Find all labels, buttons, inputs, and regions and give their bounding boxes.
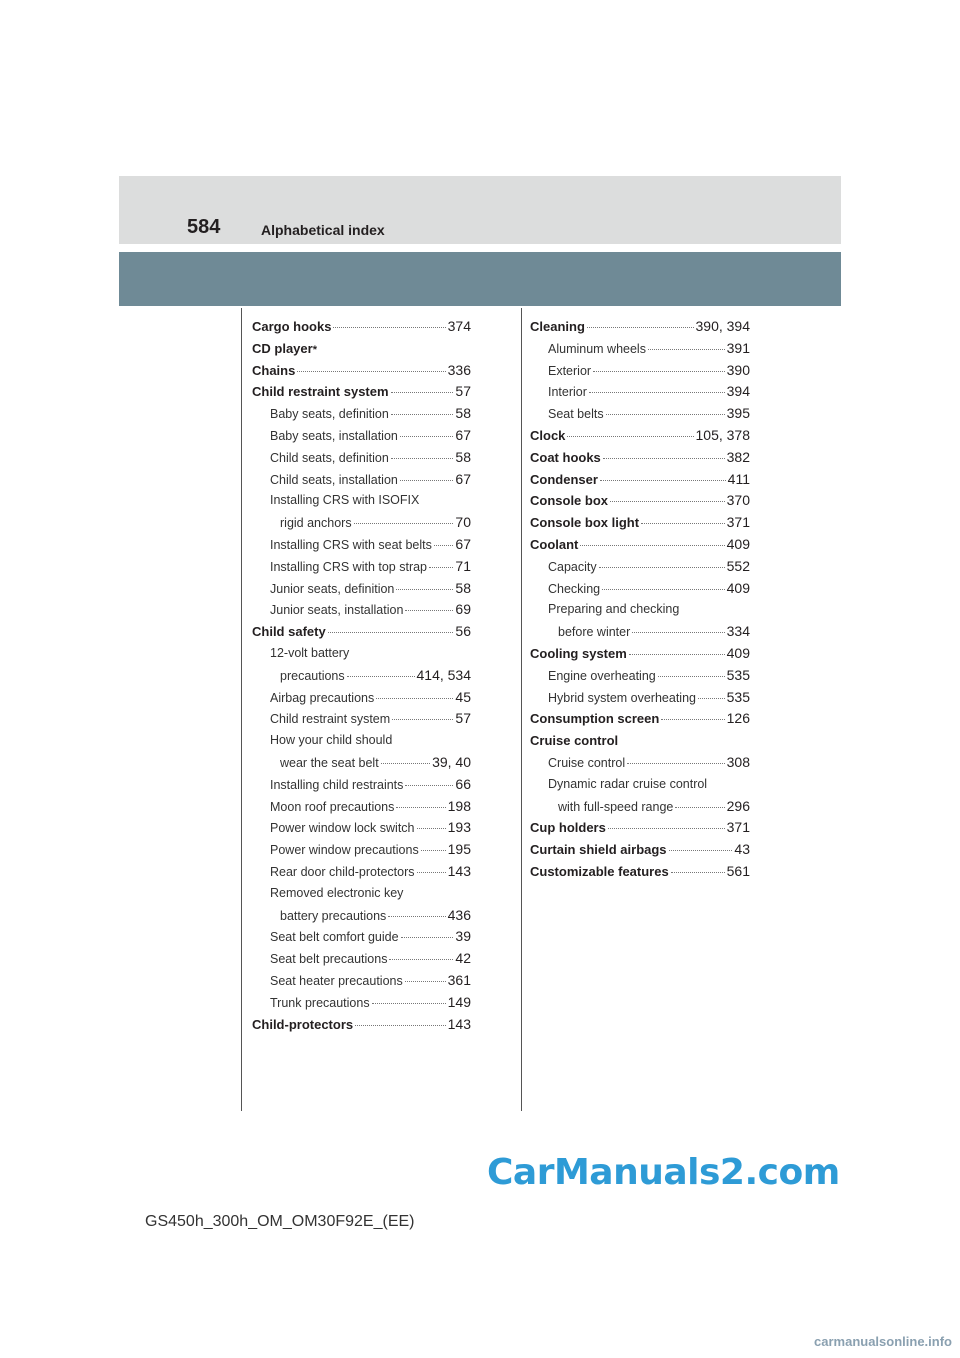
entry-label: Console box light — [530, 515, 640, 531]
entry-label: Rear door child-protectors — [270, 864, 415, 879]
index-entry — [252, 447, 471, 469]
entry-label: 12-volt battery — [270, 645, 350, 660]
entry-label: Curtain shield airbags — [530, 842, 667, 858]
entry-page-ref: 561 — [726, 862, 750, 879]
entry-page-ref: 56 — [455, 623, 471, 640]
leader-dots — [417, 828, 446, 829]
entry-page-ref: 414, 534 — [416, 666, 471, 683]
leader-dots — [600, 480, 726, 481]
entry-page-ref: 67 — [455, 535, 471, 552]
index-entry — [252, 425, 471, 447]
entry-label: before winter — [558, 625, 631, 640]
entry-page-ref: 409 — [726, 535, 750, 552]
entry-label: Customizable features — [530, 863, 669, 879]
leader-dots — [376, 698, 453, 699]
index-entry — [530, 403, 750, 425]
leader-dots — [603, 458, 725, 459]
leader-dots — [388, 916, 445, 917]
entry-page-ref: 371 — [726, 819, 750, 836]
entry-label: Coolant — [530, 536, 579, 552]
entry-page-ref: 42 — [455, 950, 471, 967]
index-entry — [252, 578, 471, 600]
index-entry — [530, 360, 750, 382]
entry-page-ref: 39, 40 — [432, 753, 471, 770]
leader-dots — [417, 872, 446, 873]
entry-label: Removed electronic key — [270, 885, 404, 900]
site-credit: carmanualsonline.info — [814, 1334, 952, 1349]
leader-dots — [401, 937, 454, 938]
entry-label: Child-protectors — [252, 1016, 354, 1032]
entry-page-ref: 105, 378 — [695, 426, 750, 443]
index-entry — [252, 796, 471, 818]
index-entry: CD player * — [252, 338, 471, 360]
index-entry — [252, 687, 471, 709]
entry-label: Consumption screen — [530, 711, 660, 727]
leader-dots — [396, 807, 445, 808]
index-entry — [252, 992, 471, 1014]
entry-label: Seat heater precautions — [270, 973, 403, 988]
index-entry — [252, 839, 471, 861]
leader-dots — [580, 545, 724, 546]
leader-dots — [405, 610, 453, 611]
entry-label: CD player — [252, 340, 313, 356]
entry-label: Moon roof precautions — [270, 799, 395, 814]
index-entry — [530, 469, 750, 491]
index-entry — [530, 425, 750, 447]
entry-page-ref: 535 — [726, 666, 750, 683]
index-entry — [252, 774, 471, 796]
entry-label: Cruise control — [548, 755, 626, 770]
entry-page-ref: 198 — [447, 797, 471, 814]
index-entry — [530, 599, 750, 621]
entry-page-ref: 374 — [447, 318, 471, 334]
leader-dots — [328, 632, 454, 633]
entry-label: with full-speed range — [558, 799, 674, 814]
entry-label: Baby seats, definition — [270, 407, 389, 422]
section-title: Alphabetical index — [261, 222, 385, 238]
entry-page-ref: 193 — [447, 819, 471, 836]
entry-page-ref: 58 — [455, 579, 471, 596]
leader-dots — [599, 567, 725, 568]
entry-label: Child restraint system — [270, 712, 391, 727]
index-entry — [530, 730, 750, 752]
entry-label: Capacity — [548, 559, 597, 574]
entry-label: Child seats, definition — [270, 450, 389, 465]
entry-page-ref: 149 — [447, 993, 471, 1010]
index-entry — [252, 861, 471, 883]
entry-page-ref: 58 — [455, 405, 471, 422]
entry-page-ref: 411 — [727, 470, 750, 487]
entry-page-ref: 39 — [455, 928, 471, 945]
leader-dots — [629, 654, 725, 655]
index-entry — [530, 817, 750, 839]
entry-page-ref: 552 — [726, 557, 750, 574]
index-entry — [252, 556, 471, 578]
document-code: GS450h_300h_OM_OM30F92E_(EE) — [145, 1213, 415, 1230]
index-entry — [530, 796, 750, 818]
entry-page-ref: 43 — [734, 841, 750, 858]
index-entry — [252, 490, 471, 512]
leader-dots — [405, 981, 446, 982]
entry-label: Trunk precautions — [270, 995, 370, 1010]
leader-dots — [381, 763, 430, 764]
index-entry — [530, 447, 750, 469]
entry-label: Cruise control — [530, 733, 619, 749]
entry-page-ref: 308 — [726, 753, 750, 770]
leader-dots — [602, 589, 725, 590]
left-margin-rule — [241, 308, 242, 1111]
leader-dots — [593, 371, 725, 372]
entry-page-ref: 409 — [726, 644, 750, 661]
leader-dots — [671, 872, 725, 873]
entry-page-ref: 71 — [455, 557, 471, 574]
entry-page-ref: 535 — [726, 688, 750, 705]
entry-label: Child safety — [252, 624, 326, 640]
entry-page-ref: 391 — [726, 339, 750, 356]
entry-page-ref: 371 — [726, 514, 750, 531]
leader-dots — [392, 719, 453, 720]
leader-dots — [610, 501, 725, 502]
entry-page-ref: 334 — [726, 623, 750, 640]
index-entry — [252, 403, 471, 425]
entry-page-ref: 296 — [726, 797, 750, 814]
entry-page-ref: 70 — [455, 514, 471, 531]
entry-label: Power window lock switch — [270, 821, 415, 836]
entry-label: Coat hooks — [530, 449, 601, 465]
entry-label: Condenser — [530, 471, 598, 487]
leader-dots — [354, 523, 454, 524]
leader-dots — [434, 545, 454, 546]
index-entry — [252, 905, 471, 927]
entry-label: Child seats, installation — [270, 472, 398, 487]
entry-label: Engine overheating — [548, 668, 656, 683]
entry-label: Power window precautions — [270, 843, 419, 858]
entry-label: rigid anchors — [280, 516, 352, 531]
column-divider-rule — [521, 308, 522, 1111]
entry-label: battery precautions — [280, 908, 387, 923]
index-entry — [252, 381, 471, 403]
entry-page-ref: 58 — [455, 448, 471, 465]
leader-dots — [400, 480, 454, 481]
index-column-left — [252, 316, 471, 1035]
index-entry — [252, 970, 471, 992]
entry-page-ref: 143 — [447, 1015, 471, 1032]
index-entry — [530, 621, 750, 643]
entry-label: Installing CRS with seat belts — [270, 537, 432, 552]
leader-dots — [648, 349, 725, 350]
index-entry — [252, 643, 471, 665]
section-tab-bar — [119, 252, 841, 306]
entry-label: Airbag precautions — [270, 690, 375, 705]
entry-label: precautions — [280, 668, 345, 683]
entry-page-ref: 336 — [447, 361, 471, 378]
entry-label: Seat belt comfort guide — [270, 930, 399, 945]
index-entry — [252, 599, 471, 621]
entry-label: Cargo hooks — [252, 319, 332, 334]
page-number: 584 — [187, 216, 221, 238]
entry-page-ref: 436 — [447, 906, 471, 923]
entry-label: Exterior — [548, 363, 592, 378]
entry-label: Seat belt precautions — [270, 952, 388, 967]
entry-label: Installing CRS with top strap — [270, 559, 428, 574]
entry-label: Cleaning — [530, 319, 585, 334]
index-entry — [530, 556, 750, 578]
index-entry — [252, 883, 471, 905]
leader-dots — [391, 414, 454, 415]
leader-dots — [567, 436, 693, 437]
leader-dots — [389, 959, 453, 960]
index-column-right — [530, 316, 750, 883]
entry-page-ref: 395 — [726, 405, 750, 422]
entry-page-ref: 409 — [726, 579, 750, 596]
index-entry — [530, 708, 750, 730]
entry-label: Installing CRS with ISOFIX — [270, 493, 420, 508]
leader-dots — [587, 327, 694, 328]
entry-page-ref: 57 — [455, 710, 471, 727]
entry-label: Dynamic radar cruise control — [548, 776, 708, 791]
entry-page-ref: 361 — [447, 971, 471, 988]
index-entry — [252, 730, 471, 752]
index-entry — [252, 512, 471, 534]
entry-page-ref: 67 — [455, 426, 471, 443]
index-entry — [252, 708, 471, 730]
entry-label: Child restraint system — [252, 384, 389, 400]
index-entry — [252, 665, 471, 687]
leader-dots — [391, 458, 454, 459]
entry-page-ref: 390, 394 — [695, 318, 750, 334]
leader-dots — [606, 414, 725, 415]
leader-dots — [396, 589, 453, 590]
index-entry — [530, 578, 750, 600]
entry-label: Hybrid system overheating — [548, 690, 696, 705]
entry-page-ref: 382 — [726, 448, 750, 465]
entry-label: Aluminum wheels — [548, 341, 646, 356]
entry-page-ref: 370 — [726, 492, 750, 509]
entry-page-ref: 69 — [455, 601, 471, 618]
leader-dots — [675, 807, 724, 808]
index-entry — [252, 948, 471, 970]
index-entry — [530, 512, 750, 534]
entry-label: Baby seats, installation — [270, 428, 398, 443]
entry-page-ref: 66 — [455, 775, 471, 792]
index-entry — [530, 752, 750, 774]
entry-label: Clock — [530, 427, 566, 443]
entry-page-ref: 45 — [455, 688, 471, 705]
entry-label: Checking — [548, 581, 601, 596]
entry-label: Junior seats, definition — [270, 581, 395, 596]
leader-dots — [347, 676, 415, 677]
watermark-logo: CarManuals2.com — [487, 1152, 840, 1193]
index-entry — [530, 316, 750, 338]
leader-dots — [429, 567, 453, 568]
index-entry — [530, 534, 750, 556]
index-entry — [530, 839, 750, 861]
leader-dots — [698, 698, 725, 699]
entry-page-ref: 67 — [455, 470, 471, 487]
leader-dots — [632, 632, 724, 633]
entry-label: Installing child restraints — [270, 777, 404, 792]
index-entry — [252, 926, 471, 948]
index-entry — [252, 534, 471, 556]
leader-dots — [405, 785, 453, 786]
entry-label: Seat belts — [548, 407, 604, 422]
entry-page-ref: 390 — [726, 361, 750, 378]
entry-label: How your child should — [270, 733, 393, 748]
leader-dots — [297, 371, 445, 372]
entry-page-ref: 195 — [447, 841, 471, 858]
index-entry — [530, 338, 750, 360]
index-entry — [530, 643, 750, 665]
entry-label: Chains — [252, 362, 296, 378]
leader-dots — [391, 392, 454, 393]
entry-label: Cooling system — [530, 645, 627, 661]
leader-dots — [661, 719, 724, 720]
entry-page-ref: 126 — [726, 710, 750, 727]
entry-page-ref: 57 — [455, 383, 471, 400]
leader-dots — [372, 1003, 446, 1004]
entry-label: Cup holders — [530, 820, 606, 836]
index-entry — [530, 774, 750, 796]
index-entry — [252, 621, 471, 643]
leader-dots — [658, 676, 725, 677]
index-entry — [530, 665, 750, 687]
index-entry — [252, 817, 471, 839]
entry-label: Interior — [548, 385, 587, 400]
entry-page-ref: 394 — [726, 383, 750, 400]
entry-page-ref: 143 — [447, 862, 471, 879]
entry-label: Preparing and checking — [548, 602, 680, 617]
entry-label: wear the seat belt — [280, 755, 379, 770]
index-entry — [252, 469, 471, 491]
index-entry — [530, 381, 750, 403]
leader-dots — [627, 763, 725, 764]
index-entry — [252, 1014, 471, 1036]
entry-label: Console box — [530, 493, 609, 509]
index-entry — [530, 490, 750, 512]
leader-dots — [608, 828, 725, 829]
leader-dots — [589, 392, 725, 393]
index-entry — [530, 861, 750, 883]
index-entry — [252, 316, 471, 338]
entry-label: Junior seats, installation — [270, 603, 404, 618]
index-entry — [252, 752, 471, 774]
leader-dots — [400, 436, 454, 437]
leader-dots — [333, 327, 445, 328]
index-entry — [252, 360, 471, 382]
leader-dots — [641, 523, 725, 524]
leader-dots — [669, 850, 733, 851]
index-entry — [530, 687, 750, 709]
header-band — [119, 176, 841, 244]
leader-dots — [355, 1025, 446, 1026]
leader-dots — [421, 850, 446, 851]
